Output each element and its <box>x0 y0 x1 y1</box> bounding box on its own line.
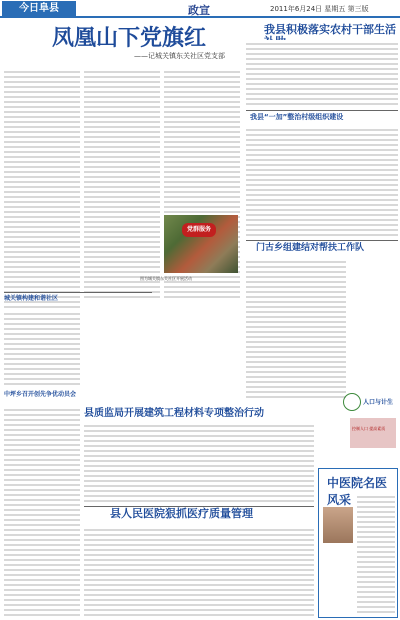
headline-right-1: 我县积极落实农村干部生活 <box>264 23 396 36</box>
newspaper-logo: 今日阜县 <box>2 1 76 16</box>
right-body-2 <box>246 126 398 236</box>
masthead <box>0 0 400 18</box>
right-body-1 <box>246 40 398 108</box>
issue-info: 2011年6月24日 星期五 第三版 <box>270 5 369 13</box>
left-body-2 <box>4 406 80 616</box>
divider <box>246 240 398 241</box>
headline-middle-1: 县质监局开展建筑工程材料专项整治行动 <box>84 408 264 419</box>
feature-body <box>357 493 395 613</box>
ad-block <box>343 393 395 415</box>
ad-brand: 人口与计生 <box>363 399 394 406</box>
headline-middle-2: 县人民医院狠抓医疗质量管理 <box>110 507 253 520</box>
left-body-1 <box>4 310 80 388</box>
doctor-portrait <box>323 507 353 543</box>
photo-banner: 党群服务 <box>182 223 216 237</box>
headline-left-1: 城关镇构建和谐社区 <box>4 295 59 302</box>
family-planning-icon <box>343 393 361 411</box>
lead-title: 凤凰山下党旗红 <box>52 26 207 51</box>
lead-photo <box>164 215 238 273</box>
headline-left-2: 中坪乡召开创先争优动员会 <box>4 391 77 398</box>
promo-text: 控制人口 提高素质 <box>352 426 386 431</box>
right-body-3 <box>246 258 346 398</box>
headline-right-3: 门古乡组建结对帮扶工作队 <box>256 243 365 253</box>
headline-right-2: 我县“一加”整治村级组织建设 <box>250 113 344 121</box>
section-title: 政宣 <box>188 4 210 17</box>
divider <box>4 292 152 293</box>
feature-title: 中医院名医风采 <box>327 476 388 507</box>
photo-caption: 图为城关镇东关社区开展活动 <box>140 276 192 281</box>
lead-subtitle: ——记城关镇东关社区党支部 <box>134 52 225 60</box>
middle-body-2 <box>84 526 314 616</box>
divider <box>246 110 398 111</box>
lead-body-col2 <box>84 68 160 298</box>
promo-box <box>350 418 396 448</box>
middle-body-1 <box>84 422 314 504</box>
lead-body-col1 <box>4 68 80 308</box>
feature-box <box>318 468 398 618</box>
